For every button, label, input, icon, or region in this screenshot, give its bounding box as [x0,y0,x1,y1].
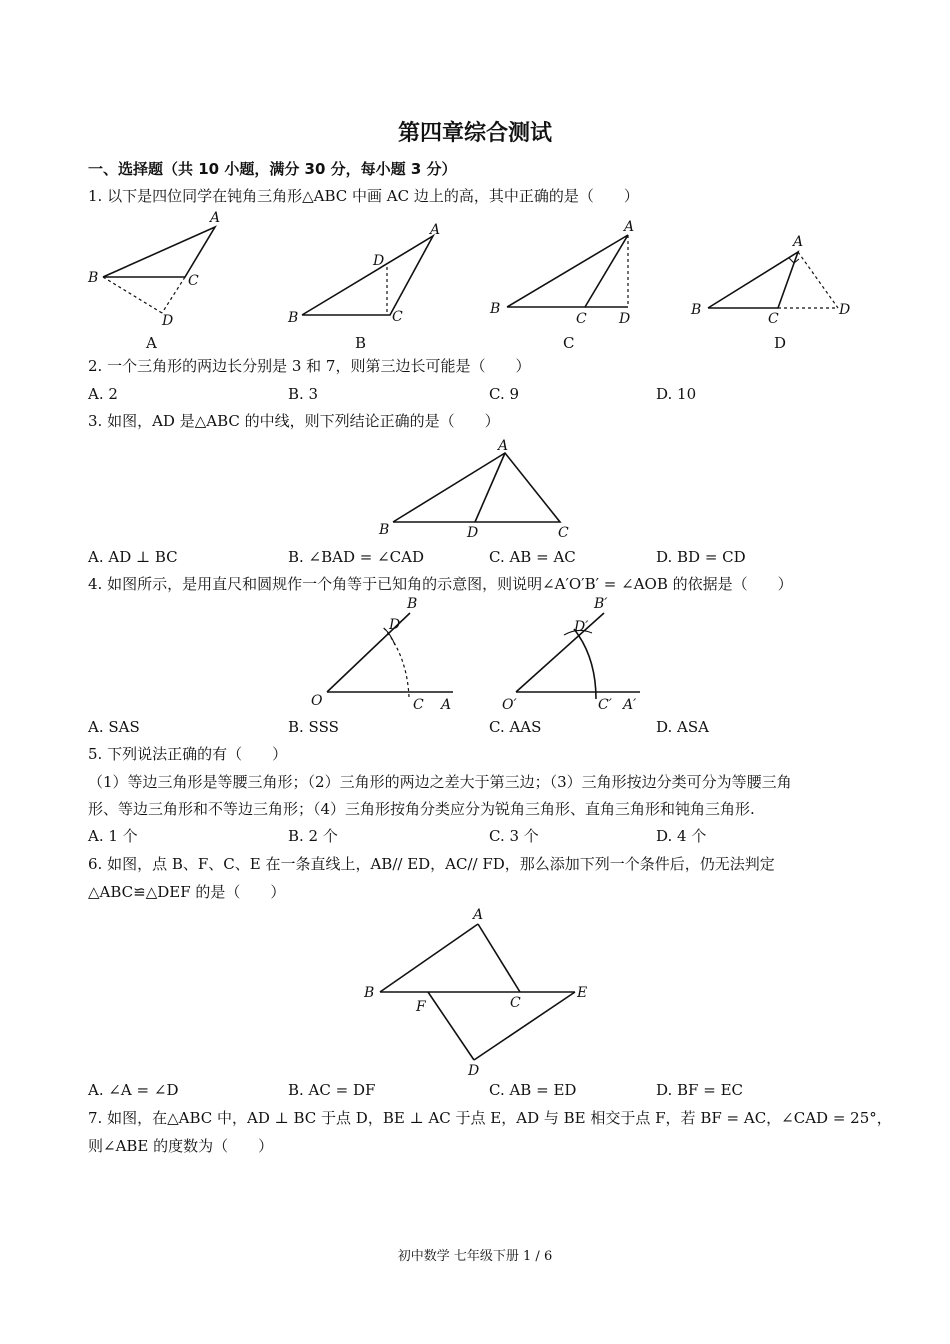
q2-option-b: B. 3 [288,385,319,403]
label-d: D [389,617,401,633]
q6-stem-line2: △ABC≌△DEF 的是（ ） [88,883,286,901]
q3-stem: 3. 如图，AD 是△ABC 的中线，则下列结论正确的是（ ） [88,412,500,430]
q1-figure-label-b: B [355,334,367,352]
q3-option-b: B. ∠BAD = ∠CAD [288,548,425,566]
label-b: B [364,985,375,1001]
q4-option-c: C. AAS [489,718,542,736]
label-f: F [416,999,426,1015]
q5-option-d: D. 4 个 [656,827,707,845]
q1-figure-d [688,230,858,325]
label-d: D [162,313,174,329]
label-d: D [468,1063,480,1079]
q3-option-c: C. AB = AC [489,548,576,566]
label-dp: D′ [574,619,589,635]
q1-figure-c [485,215,655,325]
page-footer: 初中数学 七年级下册 1 / 6 [397,1249,553,1264]
label-b: B [691,302,702,318]
label-a: A [498,438,509,454]
q6-option-a: A. ∠A = ∠D [88,1081,179,1099]
q6-figure [360,902,600,1082]
q1-figure-label-d: D [774,334,787,352]
label-bp: B′ [594,596,608,612]
q7-stem-line1: 7. 如图，在△ABC 中，AD ⊥ BC 于点 D，BE ⊥ AC 于点 E，AD 与 BE 相交于点 F，若 BF = AC，∠CAD = 25°， [88,1109,892,1127]
label-d: D [373,253,385,269]
page-title: 第四章综合测试 [397,121,552,146]
q4-option-a: A. SAS [88,718,140,736]
q1-figure-b [285,222,455,327]
q2-stem: 2. 一个三角形的两边长分别是 3 和 7，则第三边长可能是（ ） [88,357,531,375]
q5-option-a: A. 1 个 [88,827,138,845]
label-c: C [558,525,569,541]
q5-body-line2: 形、等边三角形和不等边三角形；（4）三角形按角分类应分为锐角三角形、直角三角形和钝角三角形. [88,800,755,818]
label-c: C [188,273,199,289]
label-a: A [473,907,484,923]
q5-stem: 5. 下列说法正确的有（ ） [88,745,288,763]
label-b: B [407,596,418,612]
q6-option-b: B. AC = DF [288,1081,376,1099]
label-e: E [577,985,588,1001]
label-a: A [793,234,804,250]
label-b: B [490,301,501,317]
q4-option-d: D. ASA [656,718,709,736]
label-a: A [624,219,635,235]
label-d: D [619,311,631,327]
label-c: C [576,311,587,327]
label-a: A [430,222,441,238]
q6-option-d: D. BF = EC [656,1081,743,1099]
label-cp: C′ [598,697,612,713]
q2-option-c: C. 9 [489,385,520,403]
label-b: B [288,310,299,326]
label-ap: A′ [623,697,637,713]
label-c: C [510,995,521,1011]
q2-option-a: A. 2 [88,385,118,403]
q4-option-b: B. SSS [288,718,339,736]
label-c: C [392,309,403,325]
label-d: D [467,525,479,541]
label-op: O′ [502,697,517,713]
q1-figure-a [80,205,240,330]
q5-body-line1: （1）等边三角形是等腰三角形；（2）三角形的两边之差大于第三边；（3）三角形按边分类可分为等腰三角 [88,773,792,791]
label-b: B [88,270,99,286]
q5-option-c: C. 3 个 [489,827,539,845]
q2-option-d: D. 10 [656,385,697,403]
q4-figure-right [500,595,660,720]
label-d: D [839,302,851,318]
label-b: B [379,522,390,538]
q3-option-a: A. AD ⊥ BC [88,548,178,566]
q7-stem-line2: 则∠ABE 的度数为（ ） [88,1137,274,1155]
q5-option-b: B. 2 个 [288,827,338,845]
q3-figure [375,435,585,545]
section-heading: 一、选择题（共 10 小题，满分 30 分，每小题 3 分） [88,160,457,178]
q3-option-d: D. BD = CD [656,548,746,566]
label-c: C [413,697,424,713]
q1-figure-label-c: C [563,334,575,352]
q6-stem-line1: 6. 如图，点 B、F、C、E 在一条直线上，AB// ED，AC// FD，那么添加下列一个条件后，仍无法判定 [88,855,775,873]
q1-figure-label-a: A [146,334,157,352]
q6-option-c: C. AB = ED [489,1081,577,1099]
label-a: A [441,697,452,713]
q4-stem: 4. 如图所示，是用直尺和圆规作一个角等于已知角的示意图，则说明∠A′O′B′ = ∠AOB 的依据是（ ） [88,575,793,593]
label-a: A [210,210,221,226]
label-o: O [311,693,323,709]
q1-stem: 1. 以下是四位同学在钝角三角形△ABC 中画 AC 边上的高，其中正确的是（ ） [88,187,639,205]
q4-figure-left [305,595,465,720]
label-c: C [768,311,779,327]
